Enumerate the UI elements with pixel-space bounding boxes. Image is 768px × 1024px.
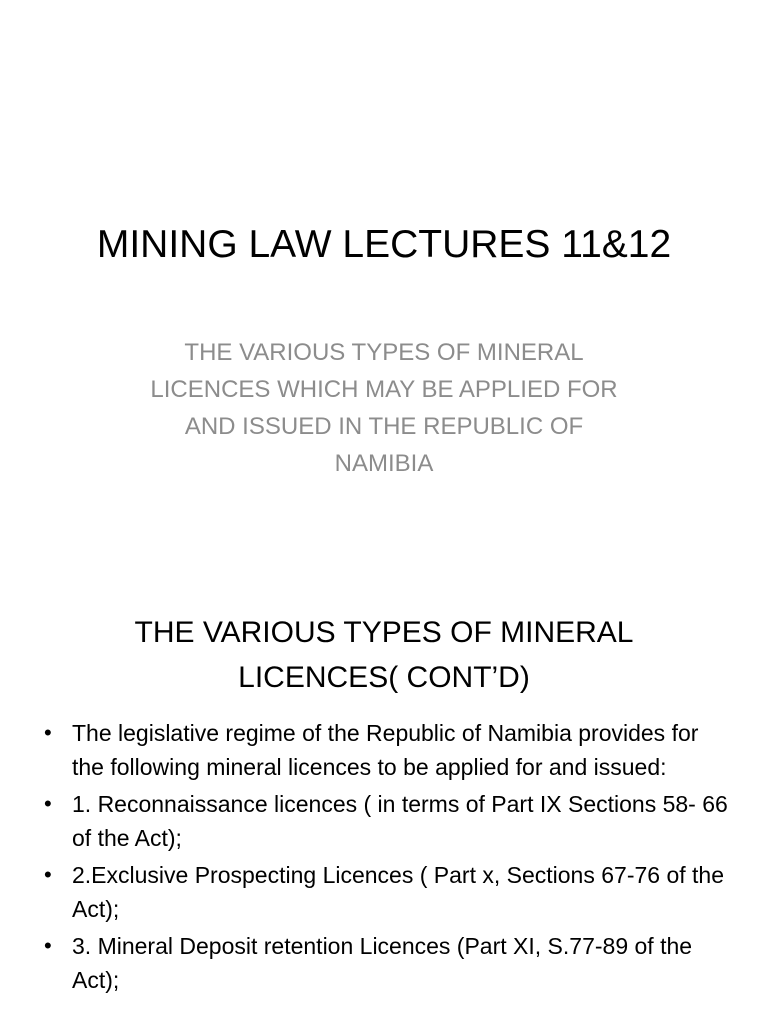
- bullet-item: [42, 929, 732, 997]
- bullet-text: 1. Reconnaissance licences ( in terms of Part IX Sections 58- 66 of the Act);: [72, 791, 728, 851]
- bullet-icon: •: [44, 791, 52, 816]
- bullet-icon: •: [44, 933, 52, 958]
- slide-heading: THE VARIOUS TYPES OF MINERAL LICENCES( CONT’D): [134, 616, 634, 694]
- bullet-icon: •: [44, 862, 52, 887]
- slide-content: [0, 576, 768, 1024]
- bullet-icon: •: [44, 720, 52, 745]
- bullet-text: 3. Mineral Deposit retention Licences (Part XI, S.77-89 of the Act);: [72, 933, 693, 993]
- bullet-text: The legislative regime of the Republic of Namibia provides for the following mineral licences to be applied for and issued:: [72, 720, 699, 780]
- lecture-title: MINING LAW LECTURES 11&12: [96, 223, 672, 266]
- bullet-item: [42, 858, 732, 926]
- lecture-subtitle: THE VARIOUS TYPES OF MINERAL LICENCES WHICH MAY BE APPLIED FOR AND ISSUED IN THE REPUBLIC OF NAMIBIA: [150, 339, 618, 477]
- bullet-text: 2.Exclusive Prospecting Licences ( Part x, Sections 67-76 of the Act);: [72, 862, 724, 922]
- bullet-item: [42, 716, 732, 784]
- bullet-item: [42, 787, 732, 855]
- bullet-list: [42, 716, 732, 1000]
